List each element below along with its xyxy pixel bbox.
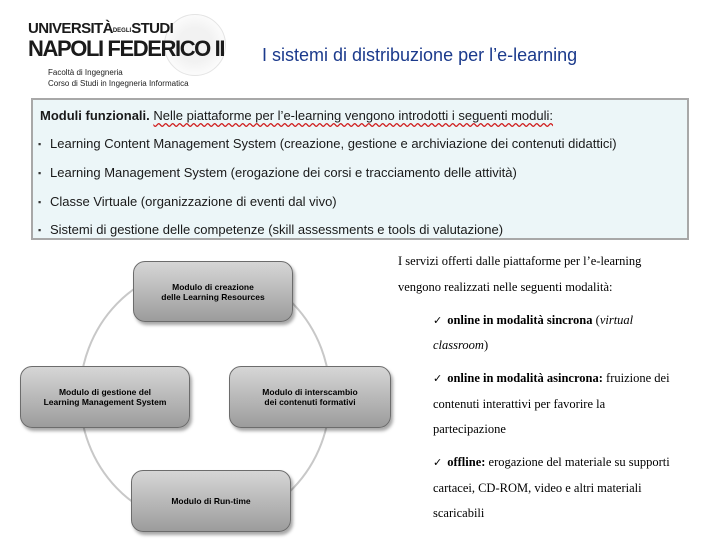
bullet-icon: ▪ xyxy=(38,197,42,207)
mode-item-sync: ✓ online in modalità sincrona (virtual xyxy=(433,313,634,327)
mode-item-offline: ✓ offline: erogazione del materiale su supporti xyxy=(433,455,670,469)
logo-line-2: NAPOLI FEDERICO II xyxy=(28,36,225,61)
bullet-icon: ▪ xyxy=(38,139,42,149)
mode-item-offline-line2: cartacei, CD-ROM, video e altri materiali xyxy=(433,481,642,495)
mode-item-async-line3: partecipazione xyxy=(433,422,506,436)
modules-heading xyxy=(40,108,553,123)
module-item: ▪ Classe Virtuale (organizzazione di eventi dal vivo) xyxy=(38,194,337,209)
modules-diagram xyxy=(18,250,388,536)
modules-heading-bold: Moduli funzionali. xyxy=(40,108,150,123)
module-item: ▪ Sistemi di gestione delle competenze (skill assessments e tools di valutazione) xyxy=(38,222,504,237)
diagram-node-lms: Modulo di gestione del Learning Management System xyxy=(20,366,190,428)
university-logo xyxy=(28,20,225,64)
diagram-node-runtime: Modulo di Run-time xyxy=(131,470,291,532)
intro-line-2: vengono realizzati nelle seguenti modalità: xyxy=(398,280,613,294)
diagram-node-creation: Modulo di creazione delle Learning Resources xyxy=(133,261,293,322)
bullet-icon: ▪ xyxy=(38,168,42,178)
intro-line-1: I servizi offerti dalle piattaforme per l’e-learning xyxy=(398,254,642,268)
module-item: ▪ Learning Management System (erogazione dei corsi e tracciamento delle attività) xyxy=(38,165,517,180)
mode-item-async: ✓ online in modalità asincrona: fruizione dei xyxy=(433,371,670,385)
mode-item-sync-line2: classroom) xyxy=(433,338,489,352)
course-label: Corso di Studi in Ingegneria Informatica xyxy=(48,79,189,88)
module-item: ▪ Learning Content Management System (creazione, gestione e archiviazione dei contenuti didattici) xyxy=(38,136,617,151)
faculty-label: Facoltà di Ingegneria xyxy=(48,68,123,77)
modules-box xyxy=(31,98,689,240)
mode-item-async-line2: contenuti interattivi per favorire la xyxy=(433,397,606,411)
logo-line-1: UNIVERSITÀDEGLISTUDI xyxy=(28,20,174,37)
diagram-node-exchange: Modulo di interscambio dei contenuti formativi xyxy=(229,366,391,428)
checkmark-icon: ✓ xyxy=(433,314,443,327)
bullet-icon: ▪ xyxy=(38,225,42,235)
slide-title: I sistemi di distribuzione per l’e-learning xyxy=(262,45,578,65)
checkmark-icon: ✓ xyxy=(433,456,443,469)
checkmark-icon: ✓ xyxy=(433,372,443,385)
mode-item-offline-line3: scaricabili xyxy=(433,506,485,520)
modules-heading-text: Nelle piattaforme per l’e-learning vengono introdotti i seguenti moduli: xyxy=(153,108,554,123)
